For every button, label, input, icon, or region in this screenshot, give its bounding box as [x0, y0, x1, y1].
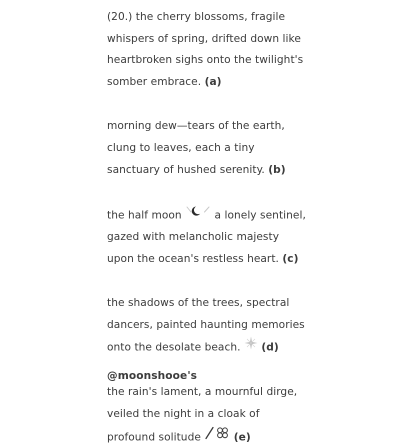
stanza-label: (a): [205, 76, 222, 88]
line: heartbroken sighs onto the twilight's: [107, 50, 390, 72]
line: (20.) the cherry blossoms, fragile: [107, 7, 390, 29]
line: morning dew—tears of the earth,: [107, 116, 390, 138]
line: the rain's lament, a mournful dirge,: [107, 382, 390, 404]
moon-icon: [185, 204, 211, 227]
author-handle: @moonshooe's: [107, 370, 197, 382]
line: the shadows of the trees, spectral: [107, 293, 390, 315]
line: veiled the night in a cloak of: [107, 404, 390, 426]
sparkle-icon: [244, 336, 258, 359]
line: dancers, painted haunting memories: [107, 315, 390, 337]
stanza-d: [107, 293, 390, 359]
stanza-label: (d): [261, 342, 278, 354]
line-text: the half moon: [107, 209, 182, 221]
stanza-b: [107, 116, 390, 181]
line-text: upon the ocean's restless heart.: [107, 253, 279, 265]
line: clung to leaves, each a tiny: [107, 138, 390, 160]
line: gazed with melancholic majesty: [107, 227, 390, 249]
line-text: a lonely sentinel,: [215, 209, 306, 221]
stanza-label: (e): [234, 431, 251, 443]
line: [107, 249, 390, 271]
stanza-a: [107, 7, 390, 93]
stanza-label: (b): [268, 164, 285, 176]
line: [107, 204, 390, 227]
line: whispers of spring, drifted down like: [107, 29, 390, 51]
slash-clover-icon: [204, 426, 230, 448]
stanza-label: (c): [282, 253, 298, 265]
line-text: sanctuary of hushed serenity.: [107, 164, 265, 176]
stanza-e: [107, 382, 390, 448]
line: [107, 72, 390, 94]
stanza-c: [107, 204, 390, 270]
line: [107, 336, 390, 359]
line: [107, 160, 390, 182]
line-text: onto the desolate beach.: [107, 342, 241, 354]
line: [107, 426, 390, 448]
line-text: somber embrace.: [107, 76, 201, 88]
line-text: profound solitude: [107, 431, 201, 443]
